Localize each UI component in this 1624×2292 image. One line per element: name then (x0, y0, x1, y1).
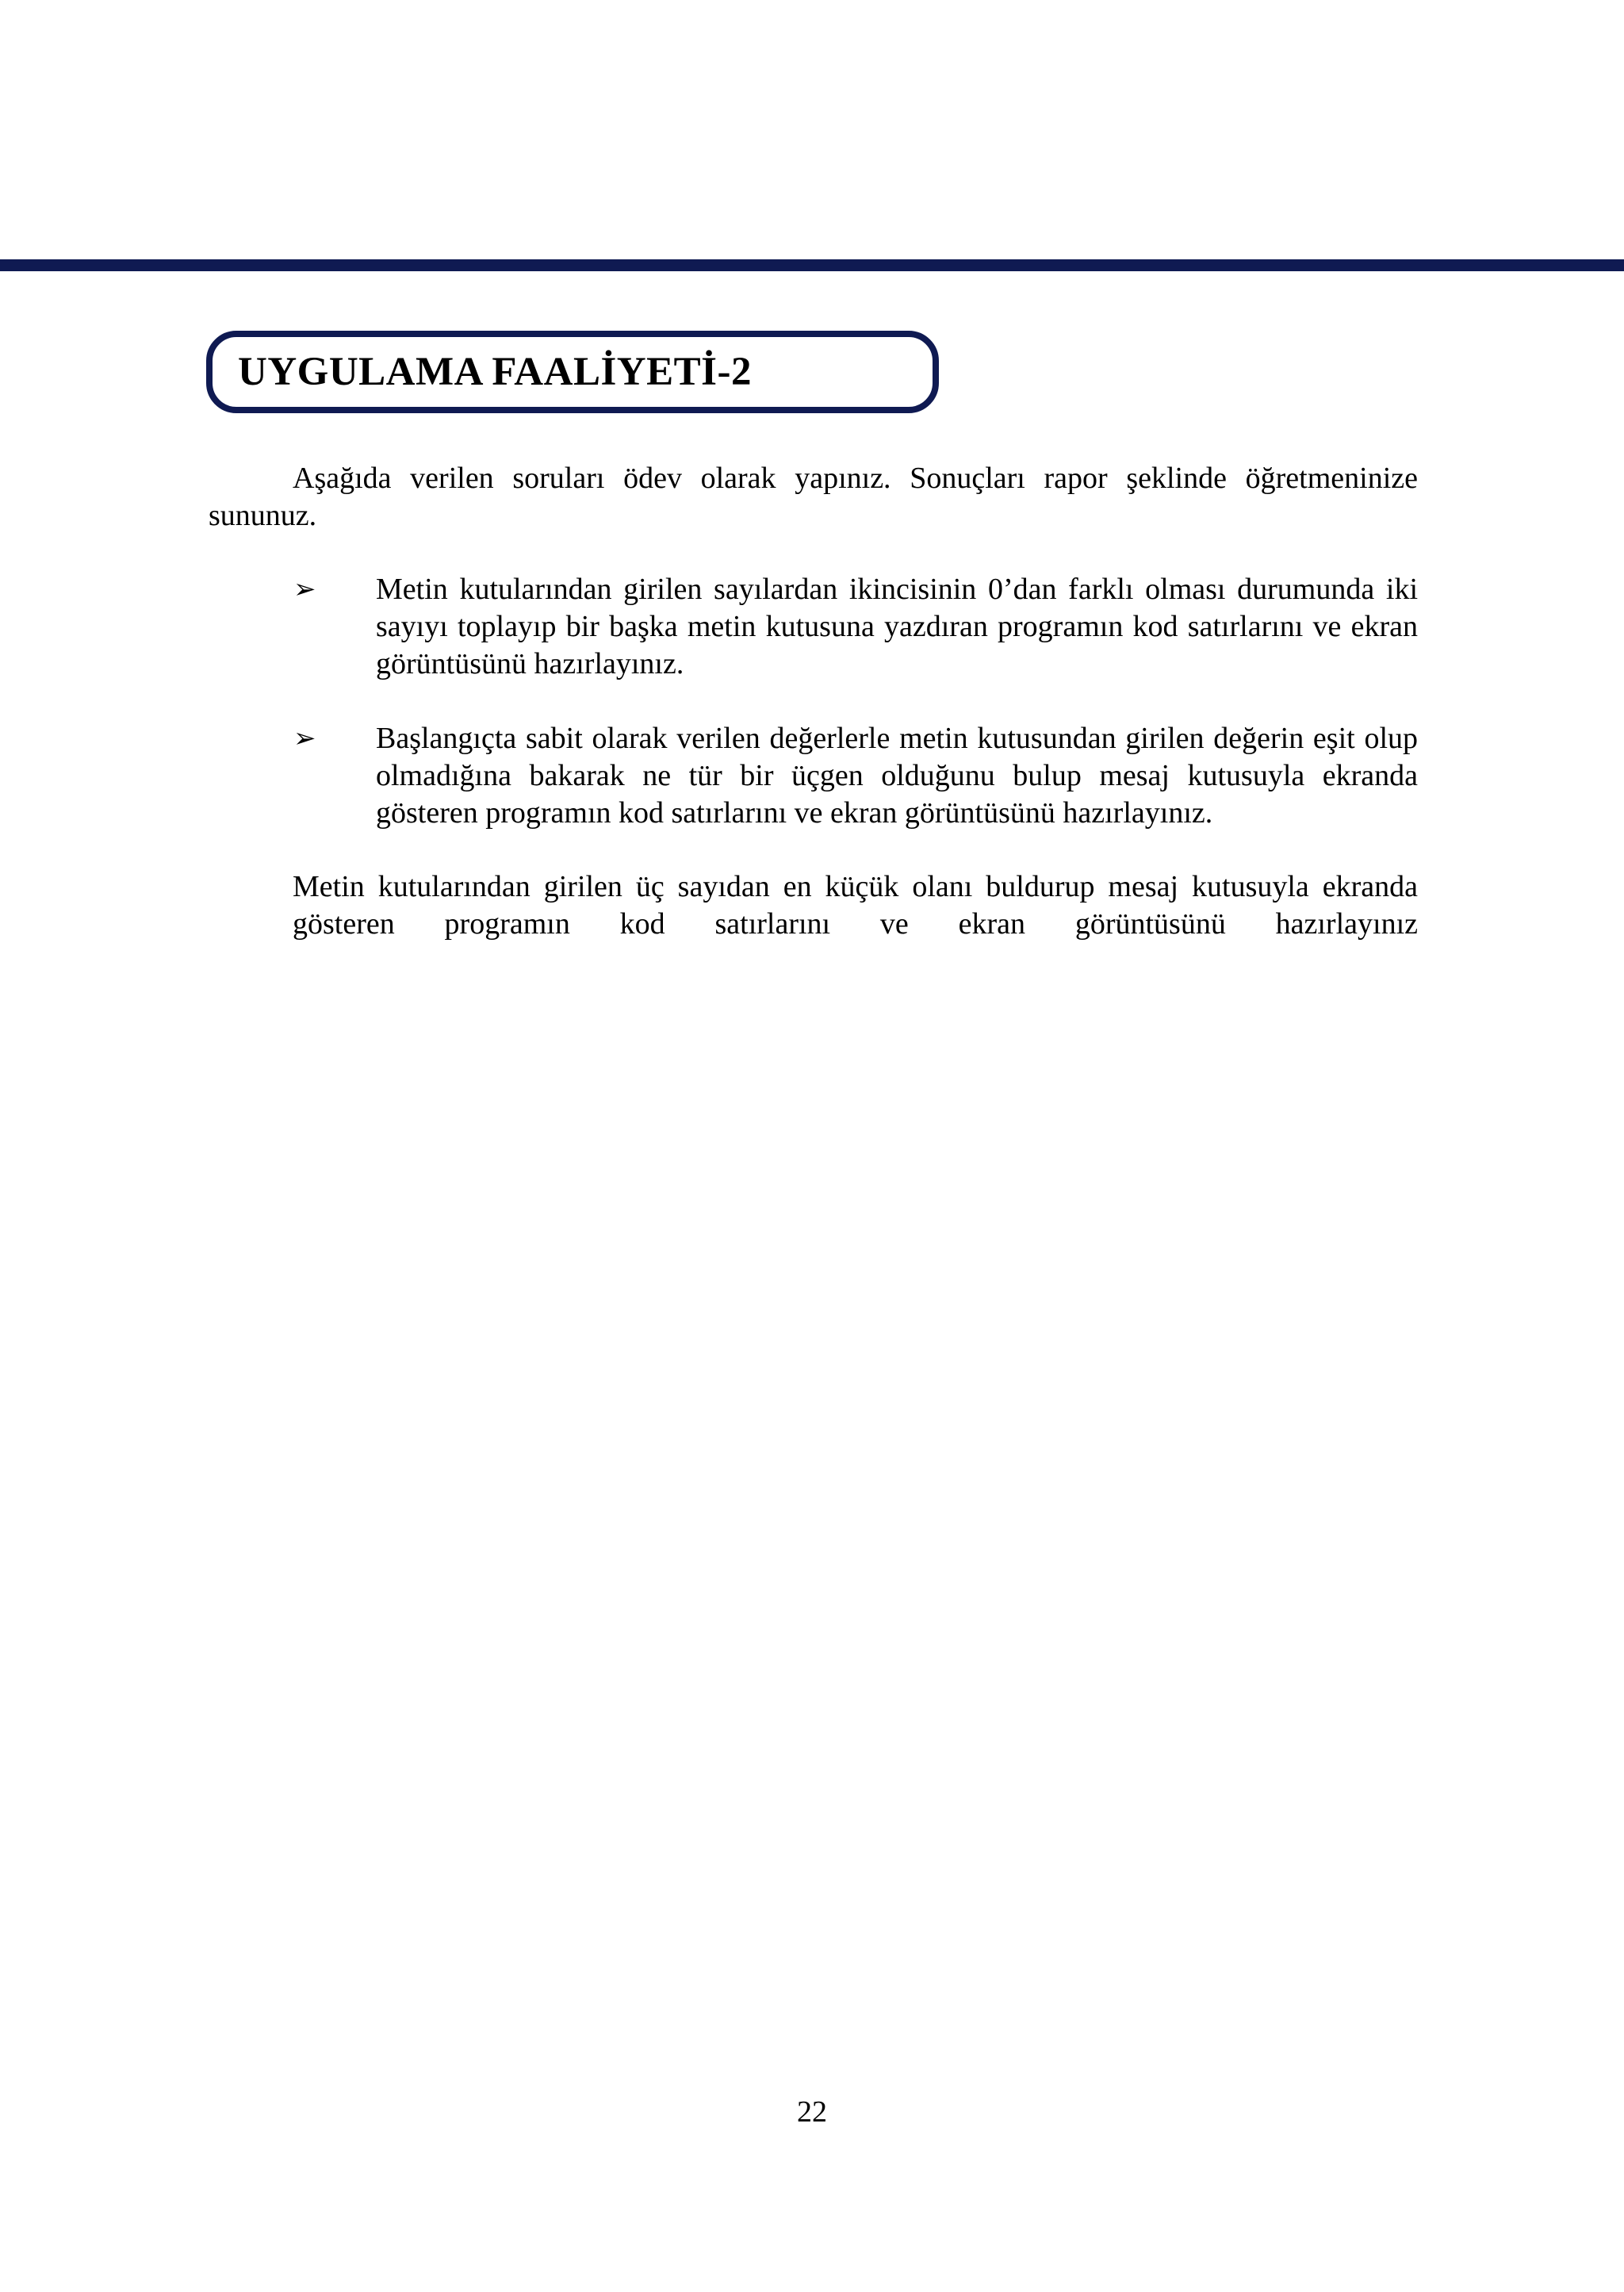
header-rule (0, 259, 1624, 271)
final-paragraph: Metin kutularından girilen üç sayıdan en küçük olanı buldurup mesaj kutusuyla ekranda gösteren programın kod satırlarını ve ekran görüntüsünü hazırlayınız (293, 870, 1418, 941)
page-title: UYGULAMA FAALİYETİ-2 (238, 350, 752, 394)
title-box (206, 331, 939, 413)
arrow-bullet-icon: ➢ (293, 573, 316, 605)
bullet-text-1: Metin kutularından girilen sayılardan ikincisinin 0’dan farklı olması durumunda iki sayıyı toplayıp bir başka metin kutusuna yazdıran programın kod satırlarını ve ekran görüntüsünü hazırlayınız. (376, 573, 1418, 680)
arrow-bullet-icon: ➢ (293, 722, 316, 754)
page-number: 22 (797, 2095, 827, 2129)
intro-paragraph: Aşağıda verilen soruları ödev olarak yapınız. Sonuçları rapor şeklinde öğretmeninize sununuz. (209, 462, 1418, 532)
bullet-text-2: Başlangıçta sabit olarak verilen değerlerle metin kutusundan girilen değerin eşit olup olmadığına bakarak ne tür bir üçgen olduğunu bulup mesaj kutusuyla ekranda gösteren programın kod satırlarını ve ekran görüntüsünü hazırlayınız. (376, 722, 1418, 830)
